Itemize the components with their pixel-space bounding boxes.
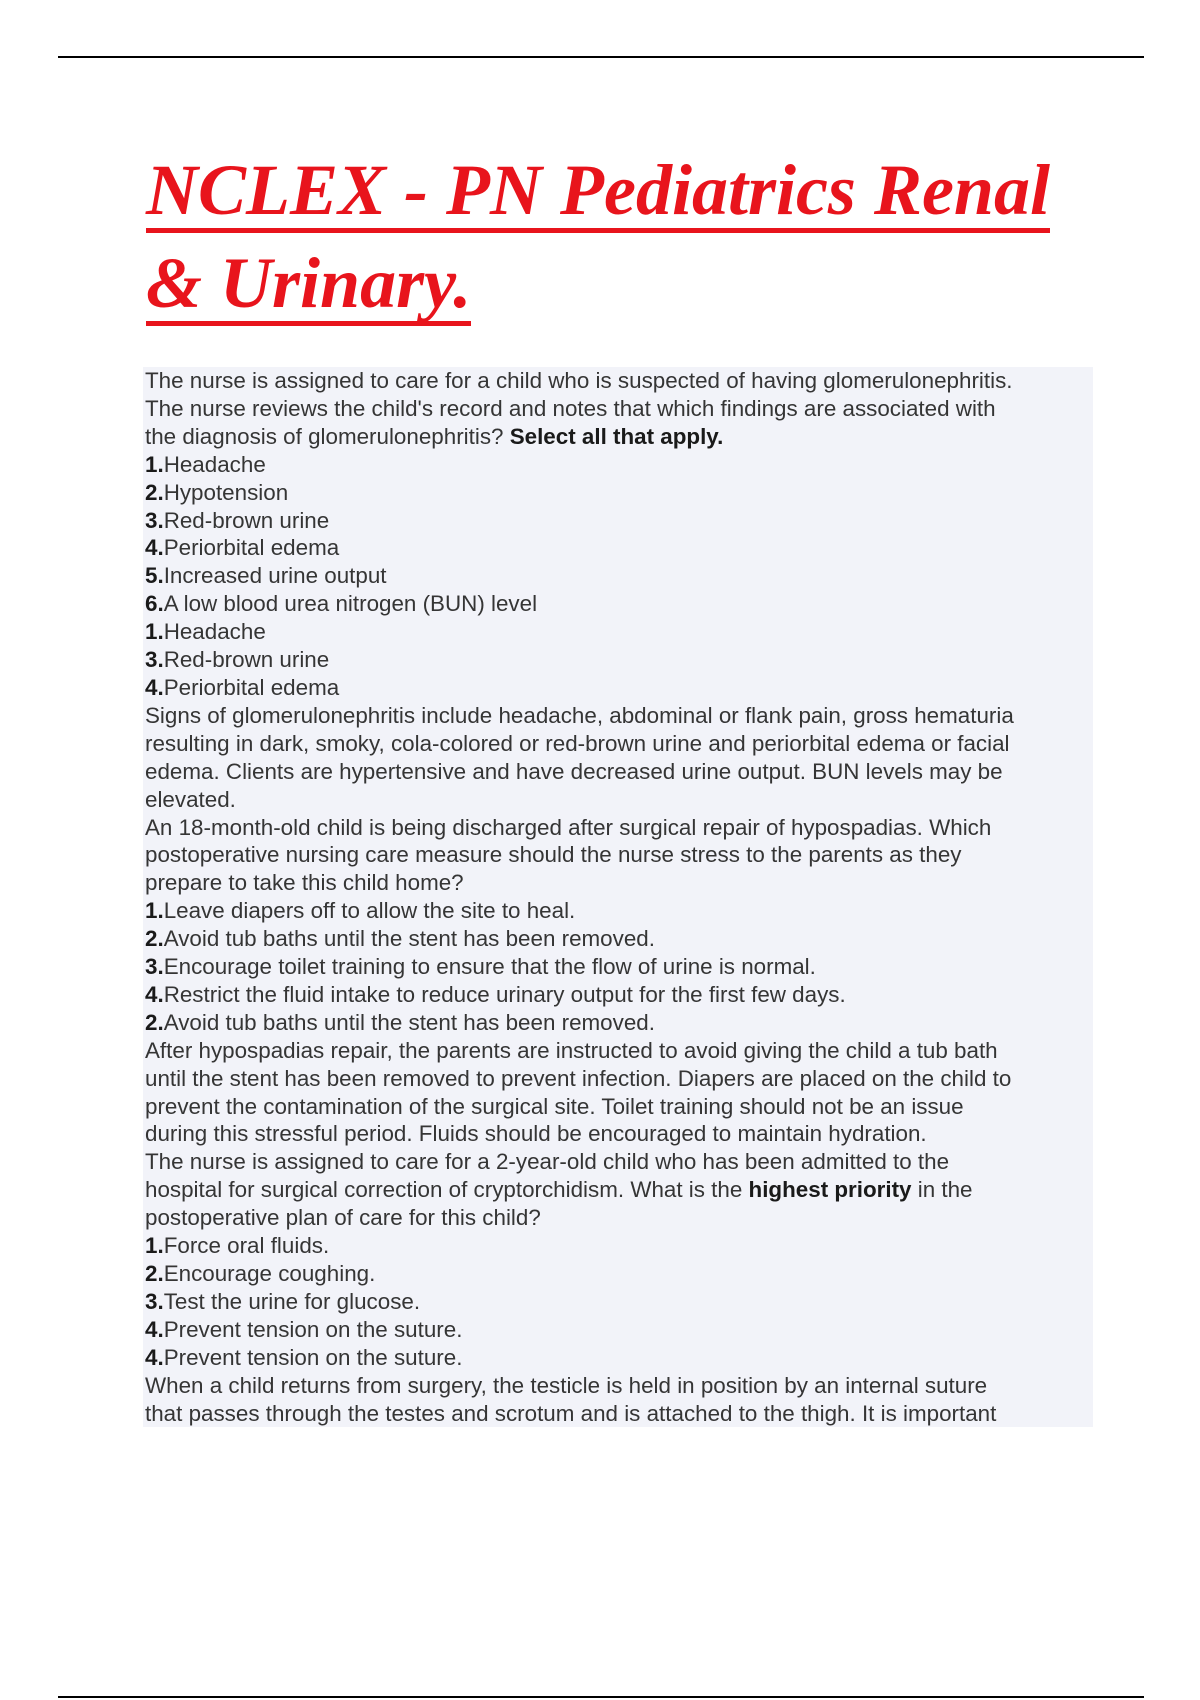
text-line: [145, 702, 1093, 730]
line-text: postoperative plan of care for this child?: [145, 1205, 541, 1231]
line-text: until the stent has been removed to prevent infection. Diapers are placed on the child to: [145, 1065, 1012, 1091]
line-text: postoperative nursing care measure should the nurse stress to the parents as they: [145, 842, 962, 868]
option-text: Prevent tension on the suture.: [163, 1316, 463, 1342]
option-number: 6.: [145, 591, 164, 617]
option-text: Force oral fluids.: [163, 1233, 330, 1259]
line-text: resulting in dark, smoky, cola-colored or red-brown urine and periorbital edema or facial: [145, 730, 1010, 756]
line-text: The nurse is assigned to care for a 2-year-old child who has been admitted to the: [145, 1149, 950, 1175]
numbered-option: [145, 1316, 1093, 1344]
option-number: 2.: [145, 1261, 164, 1286]
numbered-option: [145, 674, 1093, 702]
option-text: Test the urine for glucose.: [163, 1288, 421, 1314]
line-text: The nurse reviews the child's record and notes that which findings are associated with: [145, 395, 996, 421]
text-line: [145, 1065, 1093, 1093]
title-line-2: & Urinary.: [146, 245, 471, 326]
line-text: When a child returns from surgery, the testicle is held in position by an internal suture: [145, 1372, 988, 1398]
option-text: A low blood urea nitrogen (BUN) level: [163, 591, 538, 617]
text-line: [145, 1400, 1093, 1427]
option-number: 5.: [145, 563, 164, 589]
line-text: hospital for surgical correction of cryptorchidism. What is the: [145, 1177, 749, 1203]
option-number: 3.: [145, 954, 164, 980]
option-number: 4.: [145, 981, 164, 1007]
document-body: [143, 367, 1093, 1427]
numbered-option: [145, 590, 1093, 618]
text-line: [145, 1204, 1093, 1232]
option-number: 1.: [145, 1233, 164, 1259]
numbered-option: [145, 1288, 1093, 1316]
numbered-option: [145, 897, 1093, 925]
line-text: prepare to take this child home?: [145, 870, 464, 896]
footer-rule: [58, 1696, 1144, 1698]
numbered-option: [145, 646, 1093, 674]
line-text: that passes through the testes and scrotum and is attached to the thigh. It is important: [145, 1400, 997, 1426]
numbered-option: [145, 507, 1093, 535]
numbered-option: [145, 479, 1093, 507]
option-number: 2.: [145, 479, 164, 505]
text-line: [145, 1148, 1093, 1176]
option-text: Avoid tub baths until the stent has been removed.: [163, 1009, 655, 1035]
option-number: 2.: [145, 1009, 164, 1035]
text-line: [145, 758, 1093, 786]
option-text: Periorbital edema: [163, 535, 340, 561]
text-line: [145, 1372, 1093, 1400]
numbered-option: [145, 1344, 1093, 1372]
text-line: [145, 1120, 1093, 1148]
option-number: 3.: [145, 507, 164, 533]
numbered-option: [145, 1260, 1093, 1288]
option-text: Red-brown urine: [163, 647, 330, 673]
option-text: Red-brown urine: [163, 507, 330, 533]
line-text: edema. Clients are hypertensive and have decreased urine output. BUN levels may be: [145, 758, 1003, 784]
text-line: [145, 869, 1093, 897]
text-line: [145, 814, 1093, 842]
option-number: 3.: [145, 1288, 164, 1314]
line-text-after: in the: [911, 1177, 973, 1203]
text-line: [145, 423, 1093, 451]
option-text: Periorbital edema: [163, 674, 340, 700]
title-line-1: NCLEX - PN Pediatrics Renal: [146, 152, 1050, 233]
text-line: [145, 395, 1093, 423]
numbered-option: [145, 451, 1093, 479]
text-line: [145, 786, 1093, 814]
line-text: the diagnosis of glomerulonephritis?: [145, 423, 510, 449]
option-number: 1.: [145, 898, 164, 924]
line-text: An 18-month-old child is being discharged after surgical repair of hypospadias. Which: [145, 814, 992, 840]
numbered-option: [145, 562, 1093, 590]
emphasis-text: Select all that apply.: [509, 423, 724, 449]
option-text: Restrict the fluid intake to reduce urinary output for the first few days.: [163, 981, 846, 1007]
option-text: Prevent tension on the suture.: [163, 1344, 463, 1370]
option-number: 2.: [145, 926, 164, 952]
numbered-option: [145, 1232, 1093, 1260]
numbered-option: [145, 925, 1093, 953]
document-title: [146, 148, 1106, 334]
option-text: Leave diapers off to allow the site to heal.: [163, 898, 576, 924]
option-text: Hypotension: [163, 479, 289, 505]
emphasis-text: highest priority: [748, 1177, 912, 1203]
line-text: The nurse is assigned to care for a child who is suspected of having glomerulonephritis.: [145, 368, 1013, 393]
text-line: [145, 841, 1093, 869]
option-text: Increased urine output: [163, 563, 387, 589]
line-text: elevated.: [145, 786, 236, 812]
line-text: Signs of glomerulonephritis include headache, abdominal or flank pain, gross hematuria: [145, 702, 1014, 728]
option-number: 4.: [145, 1344, 164, 1370]
option-text: Encourage toilet training to ensure that the flow of urine is normal.: [163, 954, 816, 980]
option-text: Headache: [163, 619, 266, 645]
option-number: 1.: [145, 451, 164, 477]
option-number: 4.: [145, 674, 164, 700]
numbered-option: [145, 534, 1093, 562]
numbered-option: [145, 953, 1093, 981]
line-text: during this stressful period. Fluids should be encouraged to maintain hydration.: [145, 1121, 927, 1147]
option-number: 4.: [145, 535, 164, 561]
text-line: [145, 730, 1093, 758]
text-line: [145, 1176, 1093, 1204]
option-number: 4.: [145, 1316, 164, 1342]
option-text: Encourage coughing.: [163, 1261, 376, 1286]
numbered-option: [145, 1009, 1093, 1037]
option-text: Avoid tub baths until the stent has been removed.: [163, 926, 655, 952]
text-line: [145, 1093, 1093, 1121]
line-text: After hypospadias repair, the parents are instructed to avoid giving the child a tub bath: [145, 1037, 998, 1063]
option-text: Headache: [163, 451, 266, 477]
option-number: 3.: [145, 647, 164, 673]
line-text: prevent the contamination of the surgical site. Toilet training should not be an issue: [145, 1093, 964, 1119]
text-line: [145, 1037, 1093, 1065]
option-number: 1.: [145, 619, 164, 645]
text-line: [145, 367, 1093, 395]
header-rule: [58, 56, 1144, 58]
numbered-option: [145, 618, 1093, 646]
numbered-option: [145, 981, 1093, 1009]
